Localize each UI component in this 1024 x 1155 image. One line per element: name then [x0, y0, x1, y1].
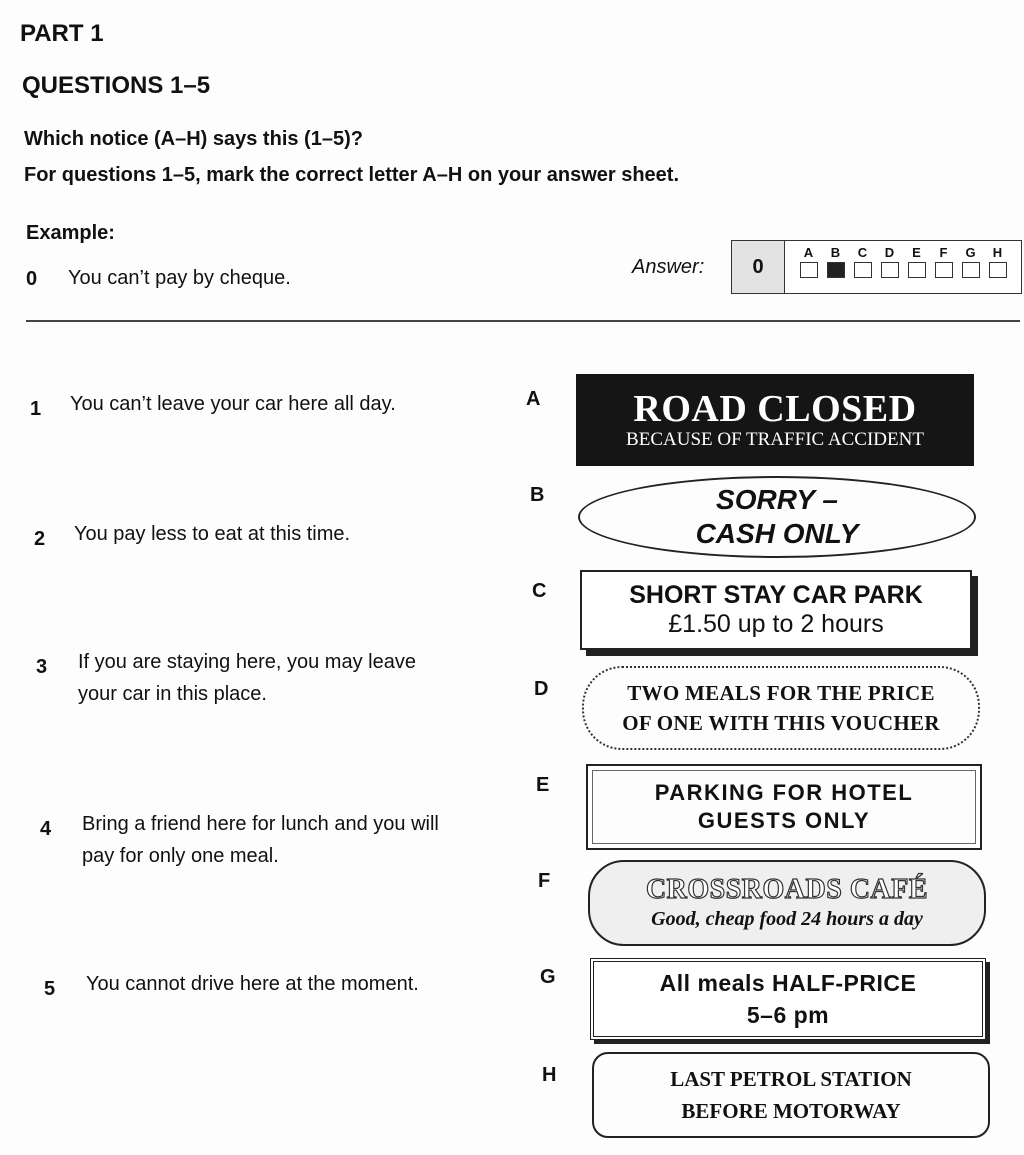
notice-line: TWO MEALS FOR THE PRICE	[627, 681, 935, 705]
question-number: 4	[40, 818, 52, 840]
notice-line: Good, cheap food 24 hours a day	[651, 908, 923, 930]
answer-label: Answer:	[632, 256, 705, 278]
answer-checkbox	[989, 262, 1007, 278]
answer-grid	[785, 241, 1021, 293]
notice-line: 5–6 pm	[746, 1002, 830, 1028]
answer-letter: B	[830, 245, 841, 260]
notice-line: BEFORE MOTORWAY	[681, 1099, 901, 1123]
answer-box	[731, 240, 1022, 294]
notice-letter: B	[530, 484, 545, 506]
example-text: You can’t pay by cheque.	[68, 267, 291, 289]
notice-letter: E	[536, 774, 550, 796]
question-line: Bring a friend here for lunch and you will	[82, 813, 439, 835]
notice-line: SORRY –	[716, 484, 838, 515]
question-text: You cannot drive here at the moment.	[86, 973, 419, 995]
notice-line: All meals HALF-PRICE	[659, 970, 917, 996]
answer-letter: C	[857, 245, 868, 260]
notice-line: CASH ONLY	[695, 518, 859, 549]
notice-line: OF ONE WITH THIS VOUCHER	[622, 711, 940, 735]
notice-line: SHORT STAY CAR PARK	[629, 581, 923, 609]
answer-number: 0	[732, 241, 785, 293]
answer-checkbox	[908, 262, 926, 278]
part-title: PART 1	[20, 20, 104, 47]
answer-boxes	[795, 260, 1011, 278]
question-line: pay for only one meal.	[82, 845, 279, 867]
answer-checkbox	[935, 262, 953, 278]
question-number: 1	[30, 398, 42, 420]
answer-letter: D	[884, 245, 895, 260]
notice-crossroads-cafe	[588, 860, 986, 946]
answer-checkbox	[962, 262, 980, 278]
notice-meal-voucher	[582, 666, 980, 750]
notice-line: LAST PETROL STATION	[670, 1067, 912, 1091]
notice-line: ROAD CLOSED	[633, 388, 917, 430]
notice-line: £1.50 up to 2 hours	[668, 610, 884, 638]
question-number: 2	[34, 528, 46, 550]
example-label: Example:	[26, 222, 115, 244]
notice-line: GUESTS ONLY	[697, 808, 871, 833]
answer-letter: E	[912, 245, 921, 260]
answer-letter: H	[992, 245, 1003, 260]
answer-checkbox	[881, 262, 899, 278]
notice-letter: A	[526, 388, 541, 410]
question-number: 3	[36, 656, 48, 678]
question-text	[82, 808, 439, 872]
notice-letter: F	[538, 870, 551, 892]
question-line: your car in this place.	[78, 683, 267, 705]
notice-letter: D	[534, 678, 549, 700]
answer-checkbox	[854, 262, 872, 278]
question-text: You can’t leave your car here all day.	[70, 393, 396, 415]
answer-checkbox-marked	[827, 262, 845, 278]
notice-short-stay-car-park	[580, 570, 972, 650]
answer-letters	[795, 245, 1011, 260]
question-text: You pay less to eat at this time.	[74, 523, 351, 545]
divider	[26, 320, 1020, 322]
question-text	[78, 646, 416, 710]
notice-letter: H	[542, 1064, 557, 1086]
notice-line: BECAUSE OF TRAFFIC ACCIDENT	[626, 429, 924, 450]
notice-letter: G	[540, 966, 556, 988]
instruction-line-2: For questions 1–5, mark the correct letter A–H on your answer sheet.	[24, 164, 680, 186]
notice-letter: C	[532, 580, 547, 602]
notice-last-petrol-station	[592, 1052, 990, 1138]
answer-checkbox	[800, 262, 818, 278]
notice-line: CROSSROADS CAFÉ	[645, 874, 929, 905]
instruction-line-1: Which notice (A–H) says this (1–5)?	[24, 128, 363, 150]
example-number: 0	[26, 268, 38, 290]
answer-letter: A	[803, 245, 814, 260]
answer-letter: G	[965, 245, 976, 260]
question-number: 5	[44, 978, 56, 1000]
notice-hotel-parking	[586, 764, 982, 850]
questions-title: QUESTIONS 1–5	[22, 72, 211, 99]
notice-line: PARKING FOR HOTEL	[654, 780, 914, 805]
question-line: If you are staying here, you may leave	[78, 651, 416, 673]
answer-letter: F	[939, 245, 948, 260]
notice-half-price-meals	[590, 958, 986, 1040]
notice-road-closed	[576, 374, 974, 466]
notice-cash-only	[578, 476, 976, 558]
